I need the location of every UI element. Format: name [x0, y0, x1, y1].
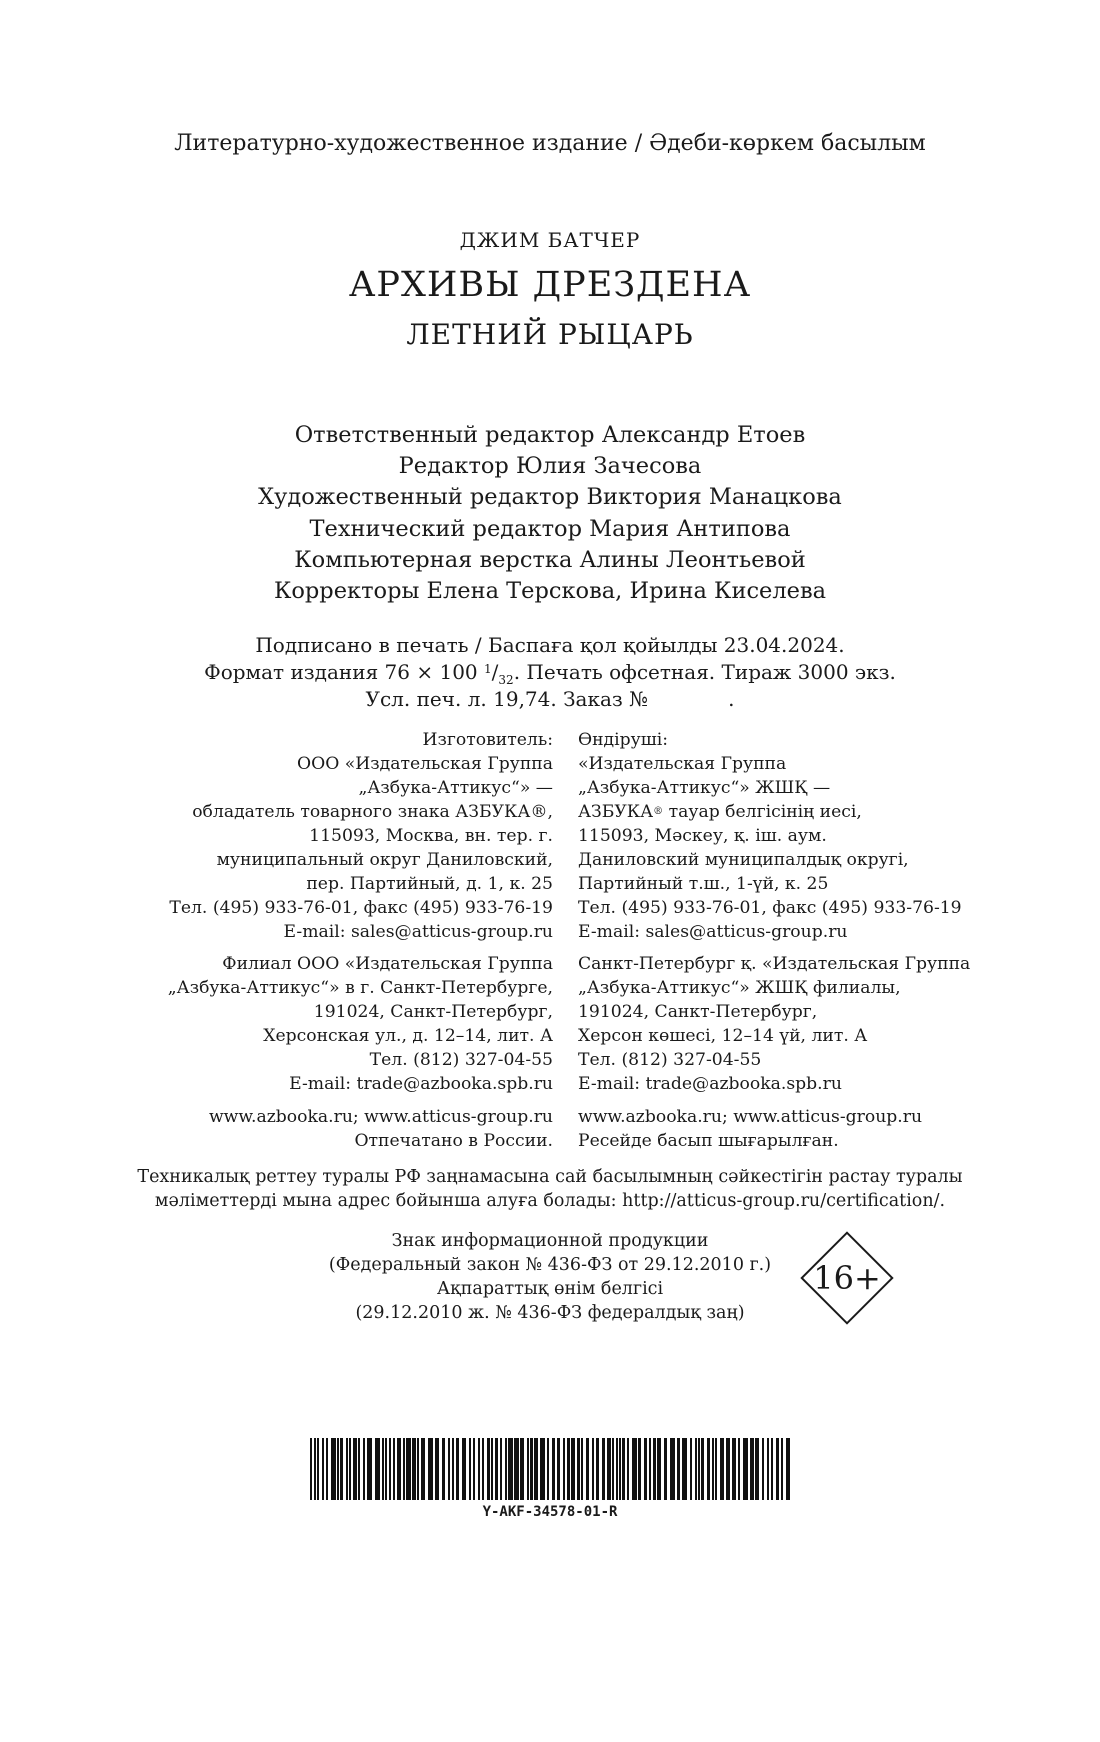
staff-line: Корректоры Елена Терскова, Ирина Киселева — [273, 577, 827, 604]
barcode-bar — [771, 1438, 773, 1500]
barcode-bar — [557, 1438, 560, 1500]
barcode-bar — [649, 1438, 651, 1500]
fraction-numerator: 1 — [484, 662, 492, 676]
barcode-bar — [534, 1438, 538, 1500]
cert-line: мәліметтерді мына адрес бойынша алуға болады: http://atticus-group.ru/certification/. — [154, 1191, 946, 1211]
manufacturer-ru — [120, 728, 553, 1161]
info-line: Херсонская ул., д. 12–14, лит. А — [263, 1026, 553, 1046]
info-line: E-mail: trade@azbooka.spb.ru — [578, 1074, 842, 1094]
barcode-bar — [530, 1438, 533, 1500]
barcode-bar — [508, 1438, 513, 1500]
barcode-bar — [314, 1438, 316, 1500]
barcode-bar — [743, 1438, 748, 1500]
branch-kz — [578, 952, 998, 1096]
info-line: „Азбука-Аттикус“» в г. Санкт-Петербурге, — [167, 978, 553, 998]
info-line: 191024, Санкт-Петербург, — [578, 1002, 818, 1022]
barcode-bar — [619, 1438, 621, 1500]
info-line: E-mail: sales@atticus-group.ru — [578, 922, 848, 942]
staff-line: Ответственный редактор Александр Етоев — [294, 422, 806, 448]
barcode-bar — [695, 1438, 697, 1500]
branch-ru — [120, 952, 553, 1096]
format-fraction — [484, 660, 514, 687]
barcode-bar — [596, 1438, 599, 1500]
barcode-bar — [448, 1438, 450, 1500]
barcode-bar — [638, 1438, 641, 1500]
info-line: Изготовитель: — [422, 730, 553, 750]
cert-line: Техникалық реттеу туралы РФ заңнамасына сай басылымның сәйкестігін растау туралы — [137, 1167, 963, 1187]
barcode-bar — [776, 1438, 779, 1500]
trademark-owner: тауар белгісінің иесі, — [663, 802, 862, 822]
web-ru — [120, 1105, 553, 1153]
sheets-text: Усл. печ. л. 19,74. Заказ № — [365, 687, 649, 711]
barcode-bar — [452, 1438, 454, 1500]
info-line: 115093, Мәскеу, қ. іш. аум. — [578, 826, 827, 846]
info-line: Херсон көшесі, 12–14 үй, лит. А — [578, 1026, 868, 1046]
staff-credits — [0, 420, 1100, 607]
info-line — [578, 800, 998, 824]
barcode-bar — [389, 1438, 391, 1500]
barcode-bar — [762, 1438, 764, 1500]
barcode-bar — [701, 1438, 704, 1500]
barcode-bar — [567, 1438, 570, 1500]
barcode-bar — [393, 1438, 395, 1500]
barcode-bar — [403, 1438, 405, 1500]
print-info — [0, 632, 1100, 713]
barcode — [310, 1438, 790, 1500]
barcode-bar — [375, 1438, 380, 1500]
barcode-bar — [442, 1438, 445, 1500]
info-line: Партийный т.ш., 1-үй, к. 25 — [578, 874, 829, 894]
barcode-bar — [367, 1438, 372, 1500]
barcode-bar — [340, 1438, 343, 1500]
barcode-bar — [346, 1438, 348, 1500]
barcode-bar — [382, 1438, 384, 1500]
registered-mark: ® — [653, 806, 664, 817]
barcode-bar — [435, 1438, 439, 1500]
barcode-bar — [337, 1438, 339, 1500]
info-line: www.azbooka.ru; www.atticus-group.ru — [578, 1107, 923, 1127]
manufacturer-main-kz — [578, 728, 998, 944]
barcode-bar — [552, 1438, 555, 1500]
barcode-bar — [326, 1438, 328, 1500]
barcode-bar — [612, 1438, 614, 1500]
info-line: Тел. (812) 327-04-55 — [369, 1050, 553, 1070]
trademark-text: АЗБУКА — [578, 802, 654, 822]
edition-type: Литературно-художественное издание / Әдеби-көркем басылым — [174, 131, 926, 156]
barcode-bar — [482, 1438, 484, 1500]
barcode-bar — [657, 1438, 661, 1500]
barcode-bar — [664, 1438, 667, 1500]
barcode-bar — [540, 1438, 545, 1500]
staff-line: Художественный редактор Виктория Манацкова — [258, 484, 842, 511]
barcode-bar — [690, 1438, 692, 1500]
barcode-bar — [514, 1438, 519, 1500]
barcode-bar — [406, 1438, 411, 1500]
barcode-bar — [592, 1438, 594, 1500]
barcode-bar — [653, 1438, 656, 1500]
info-line: „Азбука-Аттикус“» ЖШҚ — — [578, 778, 831, 798]
info-line: Тел. (495) 933-76-01, факс (495) 933-76-19 — [169, 898, 553, 918]
barcode-bar — [682, 1438, 687, 1500]
barcode-bar — [478, 1438, 480, 1500]
web-kz — [578, 1105, 998, 1153]
staff-line: Технический редактор Мария Антипова — [309, 515, 791, 542]
barcode-bar — [571, 1438, 575, 1500]
barcode-bar — [456, 1438, 459, 1500]
barcode-bar — [428, 1438, 433, 1500]
barcode-bar — [586, 1438, 589, 1500]
barcode-bar — [547, 1438, 549, 1500]
info-line: Өндіруші: — [578, 730, 669, 750]
barcode-bar — [417, 1438, 419, 1500]
barcode-bar — [632, 1438, 637, 1500]
info-line: www.azbooka.ru; www.atticus-group.ru — [208, 1107, 553, 1127]
barcode-bar — [385, 1438, 387, 1500]
barcode-bar — [750, 1438, 754, 1500]
staff-line: Компьютерная верстка Алины Леонтьевой — [294, 546, 806, 573]
barcode-bar — [310, 1438, 312, 1500]
registered-mark: ®, — [530, 802, 553, 822]
barcode-bar — [363, 1438, 365, 1500]
barcode-bar — [715, 1438, 717, 1500]
barcode-bar — [421, 1438, 425, 1500]
info-line: Филиал ООО «Издательская Группа — [222, 954, 553, 974]
barcode-bar — [781, 1438, 783, 1500]
barcode-bar — [331, 1438, 336, 1500]
info-line: муниципальный округ Даниловский, — [216, 850, 553, 870]
barcode-bar — [349, 1438, 351, 1500]
barcode-code: Y-AKF-34578-01-R — [482, 1504, 618, 1520]
barcode-bar — [712, 1438, 714, 1500]
barcode-bar — [767, 1438, 769, 1500]
age-rating-text: 16+ — [813, 1259, 881, 1297]
barcode-bar — [495, 1438, 498, 1500]
info-line: Санкт-Петербург қ. «Издательская Группа — [578, 954, 971, 974]
sheets-line — [0, 686, 1100, 713]
signed-date: Подписано в печать / Баспаға қол қойылды 23.04.2024. — [255, 633, 845, 657]
barcode-bar — [487, 1438, 490, 1500]
info-line: E-mail: sales@atticus-group.ru — [283, 922, 553, 942]
barcode-bar — [607, 1438, 611, 1500]
certification-note — [0, 1165, 1100, 1213]
barcode-bar — [677, 1438, 680, 1500]
barcode-bar — [412, 1438, 416, 1500]
barcode-bar — [563, 1438, 565, 1500]
barcode-bar — [720, 1438, 724, 1500]
barcode-bar — [616, 1438, 618, 1500]
barcode-bar — [577, 1438, 580, 1500]
barcode-bar — [670, 1438, 675, 1500]
info-sign-line: (29.12.2010 ж. № 436-ФЗ федералдық заң) — [355, 1303, 745, 1323]
barcode-bar — [786, 1438, 790, 1500]
info-line — [120, 800, 553, 824]
sheets-end: . — [728, 687, 735, 711]
info-line: „Азбука-Аттикус“» — — [358, 778, 553, 798]
fraction-slash: / — [491, 660, 499, 684]
barcode-bar — [622, 1438, 625, 1500]
barcode-bar — [462, 1438, 466, 1500]
info-line: 191024, Санкт-Петербург, — [313, 1002, 553, 1022]
barcode-bar — [698, 1438, 700, 1500]
book-author: ДЖИМ БАТЧЕР — [459, 228, 641, 252]
barcode-bar — [738, 1438, 740, 1500]
info-line: Тел. (495) 933-76-01, факс (495) 933-76-19 — [578, 898, 962, 918]
format-prefix: Формат издания 76 × 100 — [204, 660, 485, 684]
barcode-bar — [527, 1438, 529, 1500]
barcode-bar — [505, 1438, 507, 1500]
info-line: E-mail: trade@azbooka.spb.ru — [289, 1074, 553, 1094]
info-line: пер. Партийный, д. 1, к. 25 — [306, 874, 553, 894]
staff-line: Редактор Юлия Зачесова — [398, 453, 702, 480]
barcode-bar — [358, 1438, 360, 1500]
info-sign-line: (Федеральный закон № 436-ФЗ от 29.12.2010 г.) — [328, 1255, 772, 1275]
barcode-bar — [627, 1438, 629, 1500]
barcode-bar — [732, 1438, 736, 1500]
format-line — [0, 659, 1100, 686]
barcode-bar — [500, 1438, 502, 1500]
barcode-bar — [644, 1438, 647, 1500]
info-line: «Издательская Группа — [578, 754, 787, 774]
info-line: Даниловский муниципалдық округі, — [578, 850, 909, 870]
barcode-bar — [469, 1438, 471, 1500]
barcode-bar — [353, 1438, 357, 1500]
barcode-bar — [602, 1438, 605, 1500]
barcode-bar — [726, 1438, 730, 1500]
barcode-bar — [322, 1438, 324, 1500]
barcode-bar — [491, 1438, 493, 1500]
info-line: Тел. (812) 327-04-55 — [578, 1050, 762, 1070]
barcode-bar — [397, 1438, 401, 1500]
info-line: Отпечатано в России. — [354, 1131, 553, 1151]
info-sign-text — [300, 1229, 800, 1325]
age-rating-badge — [792, 1223, 902, 1333]
book-subtitle: ЛЕТНИЙ РЫЦАРЬ — [406, 318, 694, 351]
trademark-text: обладатель товарного знака АЗБУКА — [192, 802, 531, 822]
barcode-bar — [317, 1438, 319, 1500]
barcode-bar — [707, 1438, 710, 1500]
manufacturer-main-ru — [120, 728, 553, 944]
info-line: Ресейде басып шығарылған. — [578, 1131, 839, 1151]
info-line: „Азбука-Аттикус“» ЖШҚ филиалы, — [578, 978, 901, 998]
barcode-bar — [581, 1438, 583, 1500]
barcode-bar — [520, 1438, 524, 1500]
book-title: АРХИВЫ ДРЕЗДЕНА — [348, 265, 752, 305]
info-sign-line: Ақпараттық өнім белгісі — [436, 1279, 664, 1299]
fraction-denominator: 32 — [498, 673, 514, 687]
barcode-bar — [473, 1438, 475, 1500]
info-sign-line: Знак информационной продукции — [391, 1231, 709, 1251]
barcode-bar — [755, 1438, 759, 1500]
info-line: 115093, Москва, вн. тер. г. — [309, 826, 553, 846]
info-line: ООО «Издательская Группа — [297, 754, 553, 774]
format-suffix: . Печать офсетная. Тираж 3000 экз. — [513, 660, 896, 684]
manufacturer-kz — [578, 728, 998, 1161]
